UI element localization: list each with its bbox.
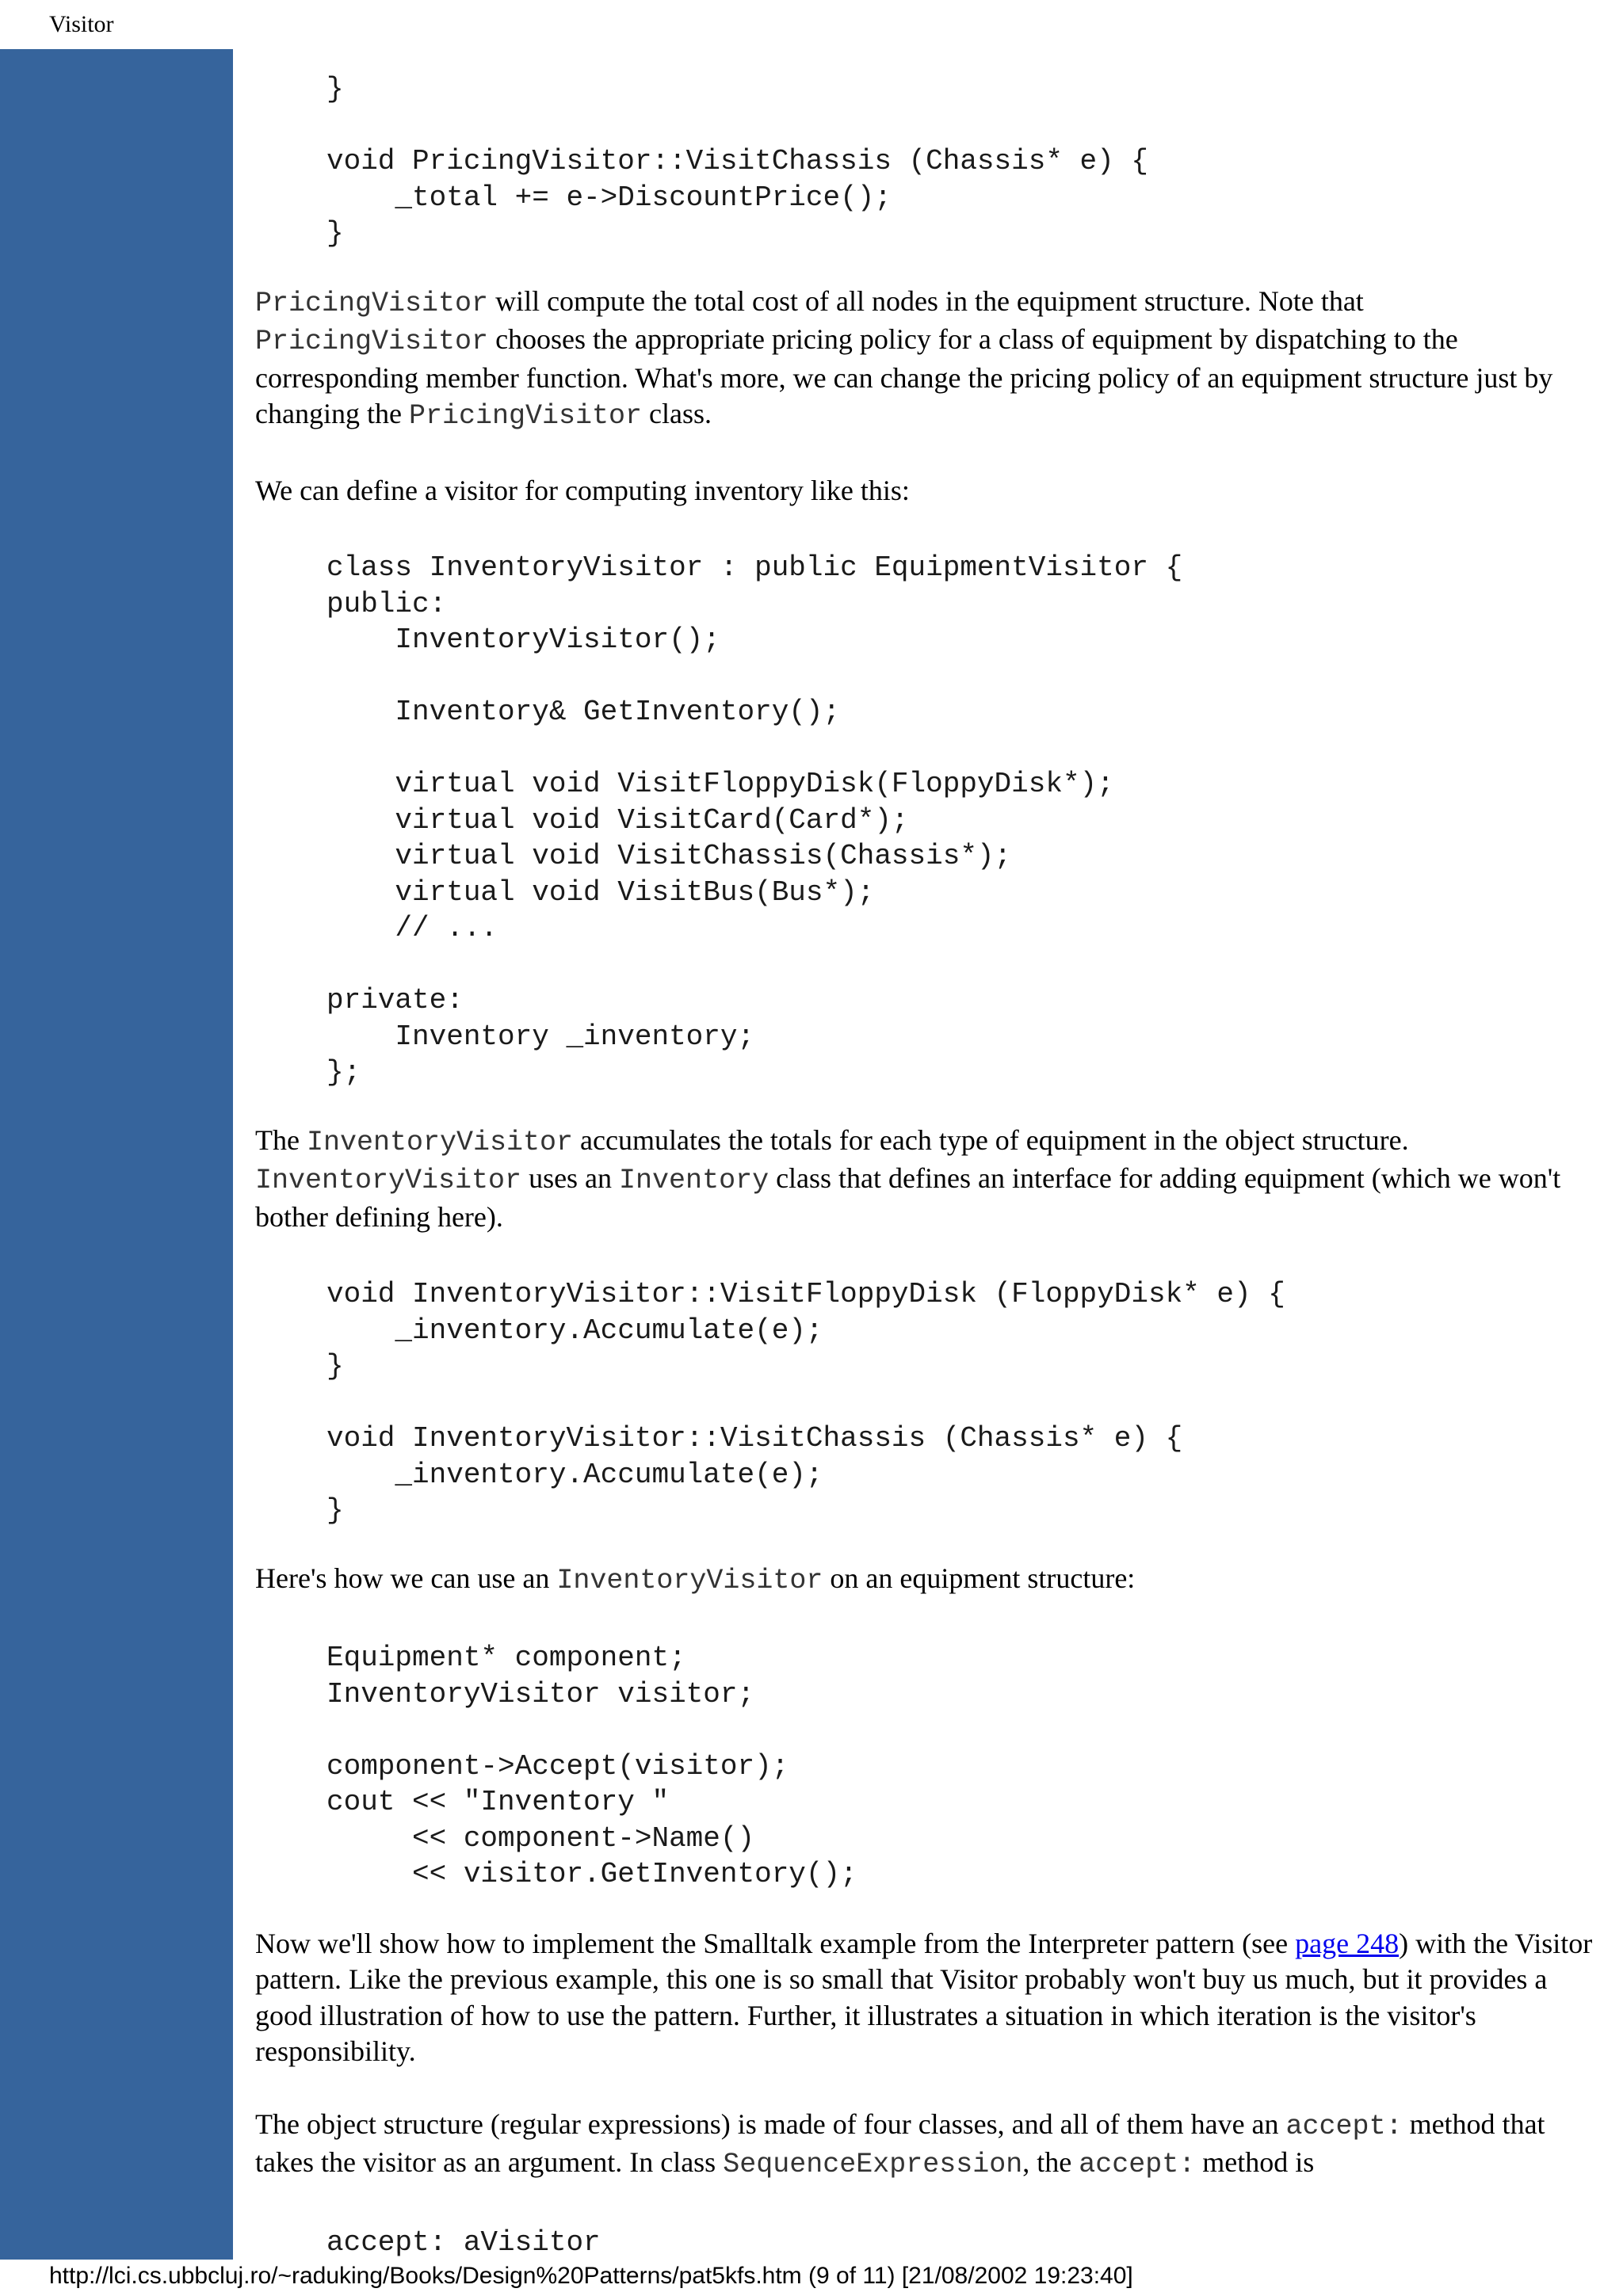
inline-code: PricingVisitor bbox=[255, 326, 489, 357]
code-block-inventory-visit-methods: void InventoryVisitor::VisitFloppyDisk (FloppyDisk* e) { _inventory.Accumulate(e); } void InventoryVisitor::VisitChassis (Chassis* e) { _inventory.Accumulate(e); } bbox=[327, 1278, 1285, 1527]
inline-code: InventoryVisitor bbox=[556, 1564, 823, 1596]
paragraph-inventory-intro: We can define a visitor for computing inventory like this: bbox=[255, 474, 910, 506]
code-block-inventory-visitor-class: class InventoryVisitor : public EquipmentVisitor { public: InventoryVisitor(); Inventory& GetInventory(); virtual void VisitFloppyDisk(FloppyDisk*); virtual void VisitCard(Card*); virtual void VisitChassis(Chassis*); virtual void VisitBus(Bus*); // ... private: Inventory _inventory; }; bbox=[327, 551, 1183, 1089]
inline-code: PricingVisitor bbox=[408, 400, 643, 432]
document-content bbox=[255, 49, 1594, 2260]
page-header-title: Visitor bbox=[49, 11, 114, 37]
sidebar-panel bbox=[0, 49, 233, 2260]
inline-code: Inventory bbox=[619, 1165, 769, 1196]
paragraph-object-structure: The object structure (regular expressions) is made of four classes, and all of them have an accept: method that takes the visitor as an argument. In class SequenceExpression, the accept: method is bbox=[255, 2107, 1545, 2180]
paragraph-smalltalk-example: Now we'll show how to implement the Smalltalk example from the Interpreter pattern (see page 248) with the Visitor pattern. Like the previous example, this one is so small that Visitor probably won't buy us much, but it provides a good illustration of how to use the pattern. Further, it illustrates a situation in which iteration is the visitor's responsibility. bbox=[255, 1927, 1593, 2067]
page-footer-url: http://lci.cs.ubbcluj.ro/~raduking/Books/Design%20Patterns/pat5kfs.htm (9 of 11) [21/08/2002 19:23:40] bbox=[49, 2263, 1133, 2289]
code-block-inventory-usage: Equipment* component; InventoryVisitor visitor; component->Accept(visitor); cout << "Inventory " << component->Name() << visitor.GetInventory(); bbox=[327, 1642, 857, 1890]
paragraph-inventory-usage: Here's how we can use an InventoryVisitor on an equipment structure: bbox=[255, 1562, 1136, 1596]
paragraph-pricing-visitor: PricingVisitor will compute the total cost of all nodes in the equipment structure. Note that PricingVisitor chooses the appropriate pricing policy for a class of equipment by dispatching to the corresponding member function. What's more, we can change the pricing policy of an equipment structure just by changing the PricingVisitor class. bbox=[255, 284, 1553, 432]
inline-code: SequenceExpression bbox=[723, 2149, 1023, 2180]
inline-code: InventoryVisitor bbox=[306, 1126, 574, 1158]
inline-code: InventoryVisitor bbox=[255, 1165, 522, 1196]
code-block-pricing-visitor: } void PricingVisitor::VisitChassis (Chassis* e) { _total += e->DiscountPrice(); } bbox=[327, 73, 1148, 250]
inline-code: PricingVisitor bbox=[255, 287, 489, 319]
paragraph-inventory-visitor: The InventoryVisitor accumulates the totals for each type of equipment in the object structure. InventoryVisitor uses an Inventory class that defines an interface for adding equipment (which we won't bother defining here). bbox=[255, 1123, 1561, 1233]
inline-code: accept: bbox=[1285, 2110, 1403, 2142]
page-248-link[interactable]: page 248 bbox=[1295, 1927, 1400, 1959]
inline-code: accept: bbox=[1079, 2149, 1196, 2180]
code-block-accept-method: accept: aVisitor bbox=[327, 2225, 601, 2259]
